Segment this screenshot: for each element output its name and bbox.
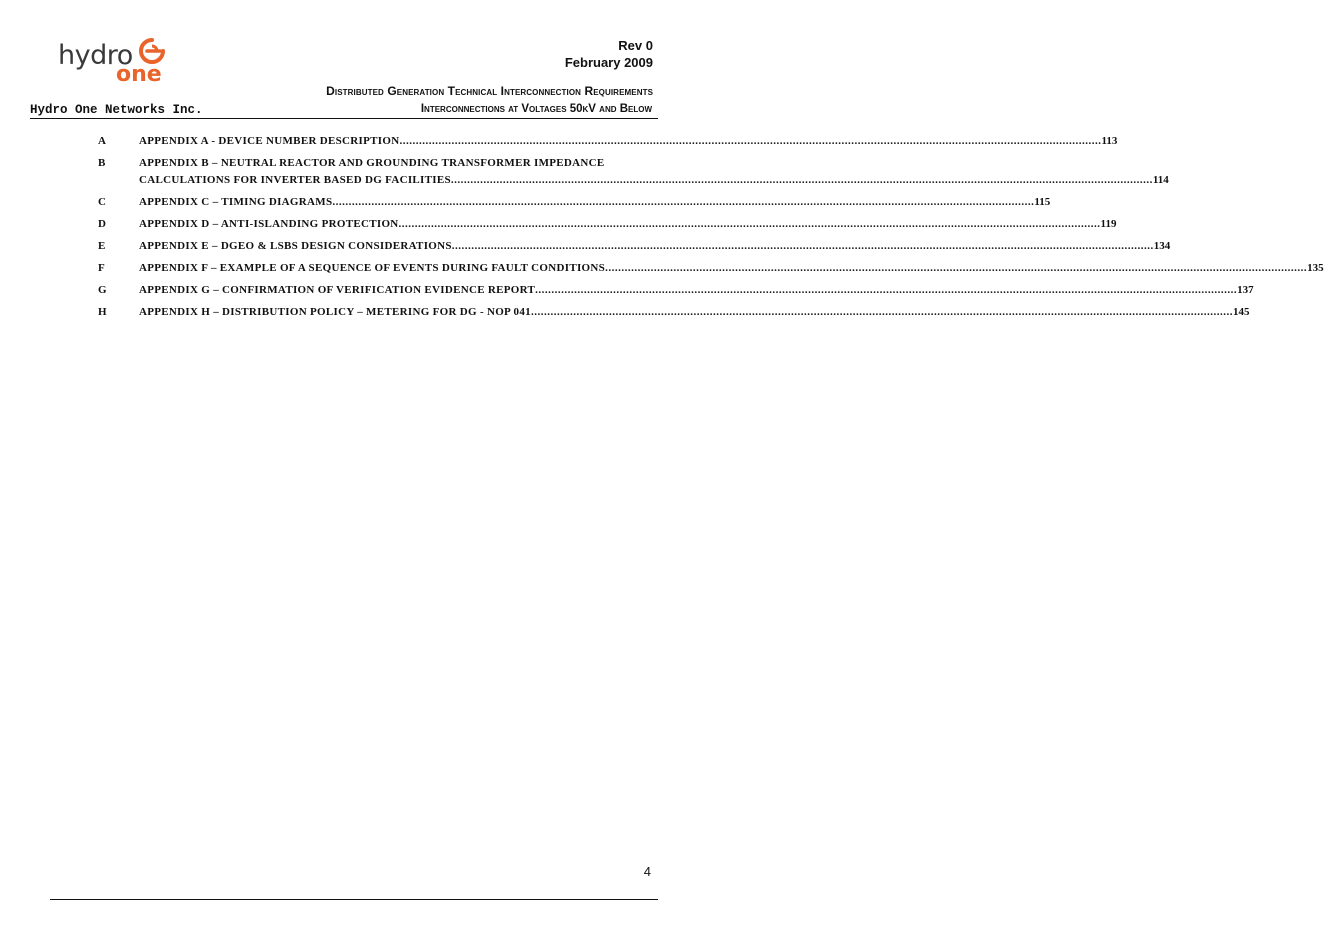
toc-entry[interactable]	[98, 216, 1117, 233]
table-of-contents	[98, 133, 1324, 326]
toc-entry[interactable]	[98, 155, 1169, 189]
toc-entry-letter: C	[98, 196, 106, 208]
toc-entry-letter: D	[98, 218, 106, 230]
toc-dot-leader	[531, 304, 1233, 321]
toc-entry-body	[139, 155, 1169, 189]
toc-entry-letter: B	[98, 157, 106, 169]
toc-entry-letter: G	[98, 284, 107, 296]
toc-entry[interactable]	[98, 133, 1118, 150]
toc-entry-page: 113	[1101, 135, 1118, 147]
toc-entry-line	[139, 172, 1169, 189]
logo-swirl-icon	[138, 37, 166, 65]
toc-entry-line	[139, 260, 1324, 277]
hydro-one-logo	[58, 36, 178, 87]
toc-entry-page: 145	[1232, 306, 1250, 318]
toc-entry-line	[139, 155, 1169, 172]
toc-dot-leader	[332, 194, 1034, 211]
toc-entry-title: CALCULATIONS FOR INVERTER BASED DG FACILITIES	[139, 174, 451, 186]
toc-dot-leader	[399, 216, 1101, 233]
toc-entry[interactable]	[98, 238, 1171, 255]
toc-entry-line	[139, 194, 1050, 211]
toc-entry-title: APPENDIX C – TIMING DIAGRAMS	[139, 196, 333, 208]
toc-entry-body	[139, 133, 1117, 150]
toc-entry-letter: F	[98, 262, 105, 274]
toc-entry[interactable]	[98, 260, 1324, 277]
document-title-line1: Distributed Generation Technical Interconnection Requirements	[326, 84, 653, 98]
page-number: 4	[643, 864, 651, 879]
toc-dot-leader	[451, 172, 1153, 189]
toc-entry-title: APPENDIX A - DEVICE NUMBER DESCRIPTION	[139, 135, 400, 147]
toc-dot-leader	[399, 133, 1101, 150]
toc-entry-page: 134	[1153, 240, 1171, 252]
toc-entry-page: 115	[1034, 196, 1051, 208]
toc-entry-title: APPENDIX B – NEUTRAL REACTOR AND GROUNDING TRANSFORMER IMPEDANCE	[139, 157, 605, 169]
toc-entry[interactable]	[98, 304, 1250, 321]
toc-entry-line	[139, 282, 1254, 299]
toc-entry-line	[139, 133, 1117, 150]
toc-entry-body	[139, 238, 1170, 255]
header-divider	[30, 118, 658, 119]
toc-entry-letter: E	[98, 240, 106, 252]
revision-label: Rev 0	[618, 38, 653, 53]
toc-entry-title: APPENDIX F – EXAMPLE OF A SEQUENCE OF EVENTS DURING FAULT CONDITIONS	[139, 262, 606, 274]
toc-entry-line	[139, 238, 1170, 255]
toc-entry-title: APPENDIX G – CONFIRMATION OF VERIFICATION EVIDENCE REPORT	[139, 284, 536, 296]
company-name: Hydro One Networks Inc.	[30, 103, 203, 117]
footer-divider	[50, 899, 658, 900]
revision-date: February 2009	[564, 55, 653, 70]
toc-entry-title: APPENDIX E – DGEO & LSBS DESIGN CONSIDERATIONS	[139, 240, 452, 252]
toc-entry-page: 137	[1237, 284, 1254, 296]
toc-entry-letter: H	[98, 306, 107, 318]
toc-dot-leader	[452, 238, 1154, 255]
logo-text-hydro: hydro	[58, 40, 133, 71]
toc-entry-page: 114	[1152, 174, 1169, 186]
toc-entry-body	[139, 216, 1116, 233]
toc-entry-page: 135	[1307, 262, 1324, 274]
toc-dot-leader	[605, 260, 1307, 277]
toc-entry-line	[139, 304, 1249, 321]
toc-entry-title: APPENDIX D – ANTI-ISLANDING PROTECTION	[139, 218, 399, 230]
toc-entry-line	[139, 216, 1116, 233]
toc-entry-body	[139, 194, 1050, 211]
logo-text-one: one	[116, 62, 162, 87]
toc-dot-leader	[535, 282, 1237, 299]
toc-entry-body	[139, 282, 1254, 299]
toc-entry-page: 119	[1100, 218, 1117, 230]
toc-entry-title: APPENDIX H – DISTRIBUTION POLICY – METERING FOR DG - NOP 041	[139, 306, 531, 318]
toc-entry[interactable]	[98, 194, 1051, 211]
toc-entry-body	[139, 304, 1249, 321]
toc-entry-body	[139, 260, 1324, 277]
toc-entry[interactable]	[98, 282, 1254, 299]
toc-entry-letter: A	[98, 135, 106, 147]
document-title-line2: Interconnections at Voltages 50kV and Below	[420, 103, 652, 115]
